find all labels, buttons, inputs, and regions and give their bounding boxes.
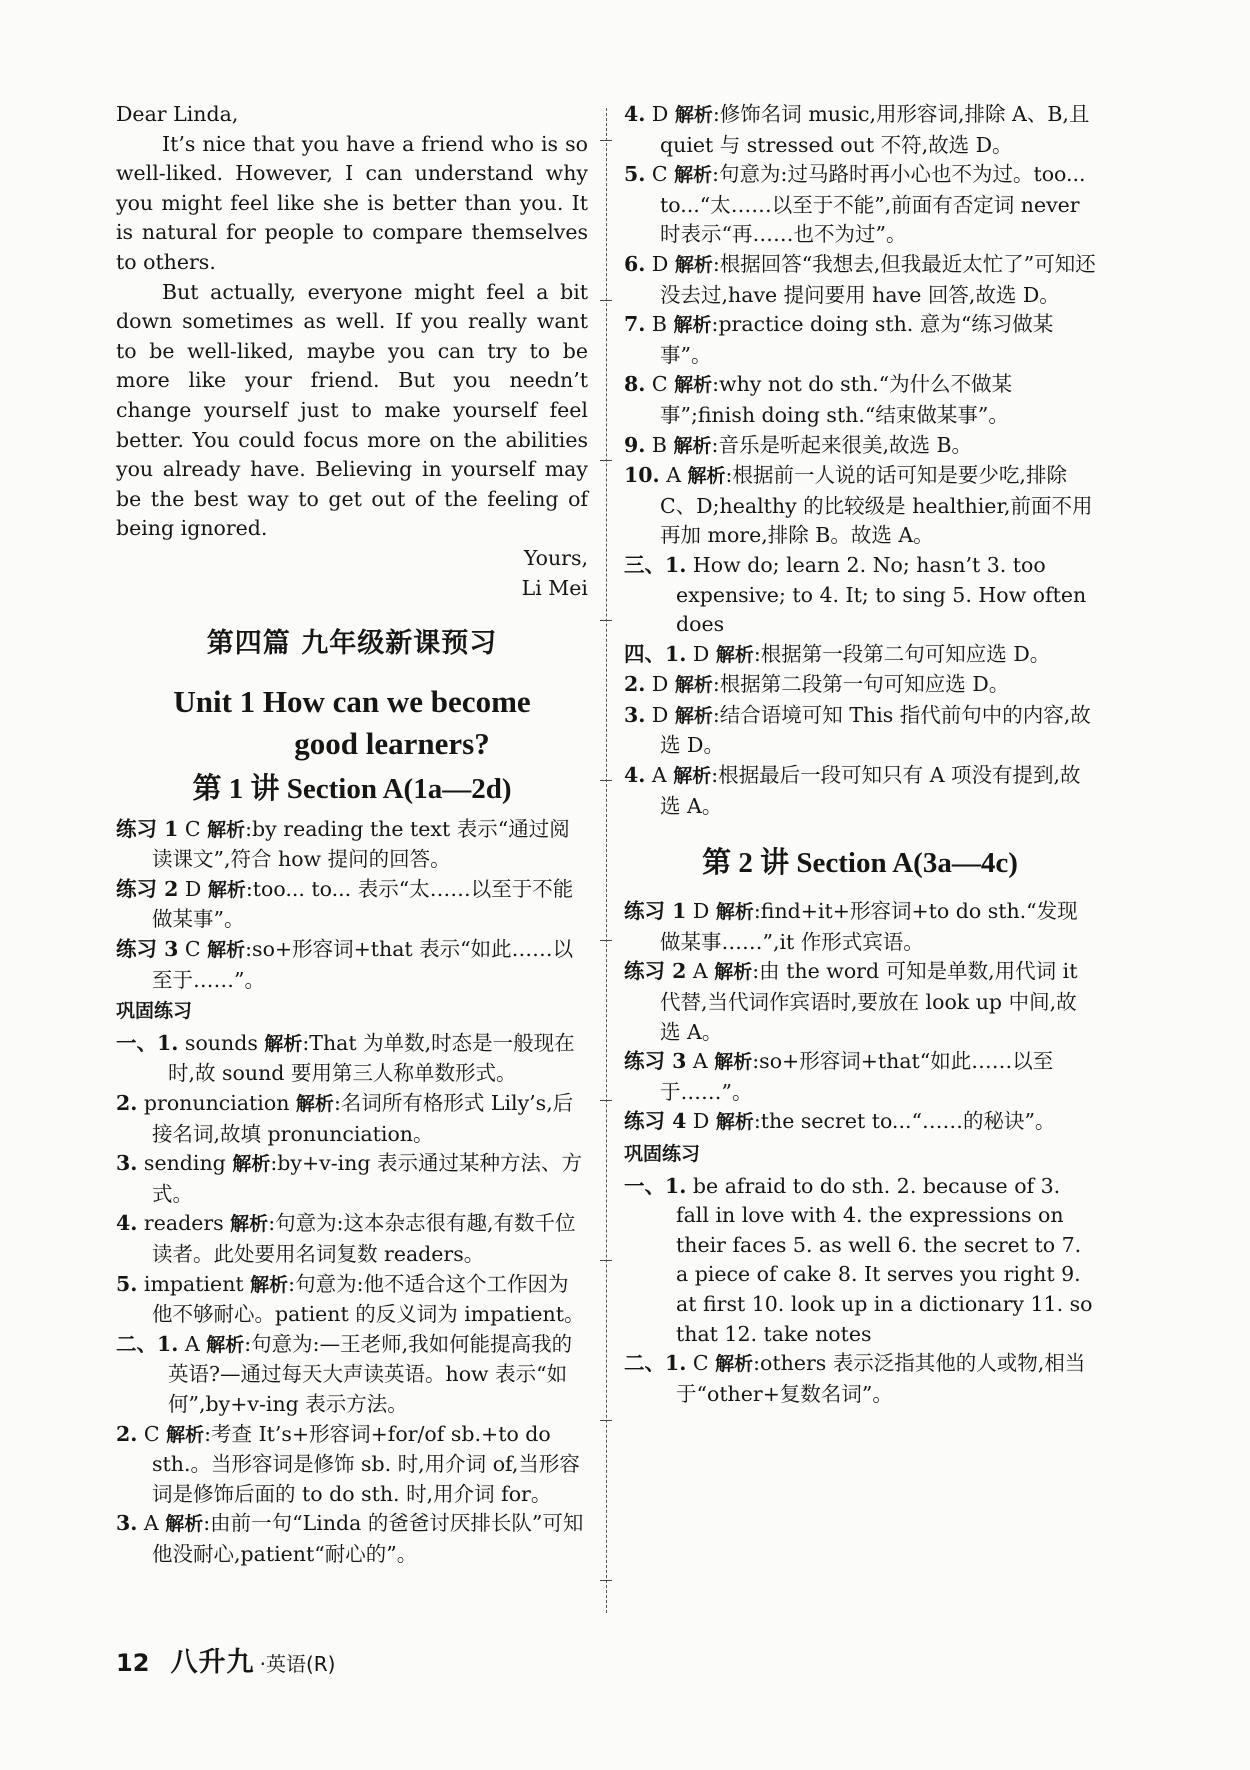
book-brand: 八升九 <box>170 1647 255 1678</box>
answer: C <box>686 1351 716 1376</box>
answer: D <box>645 102 675 126</box>
answer-item <box>624 670 1096 701</box>
divider-tick <box>600 300 612 301</box>
analysis-keyword: 解析 <box>714 961 753 984</box>
analysis-keyword: 解析 <box>674 253 713 276</box>
divider-tick <box>600 1100 612 1101</box>
divider-tick <box>600 620 612 621</box>
answer: A <box>686 1049 715 1074</box>
analysis-keyword: 解析 <box>207 939 246 962</box>
analysis-text: :find+it+形容词+to do sth.“发现做某事……”,it 作形式宾语。 <box>660 899 1078 954</box>
answer: D <box>686 899 716 924</box>
answer: D <box>645 672 675 697</box>
item-number: 三、1. <box>624 552 687 577</box>
analysis-text: :句意为:这本杂志很有趣,有数千位读者。此处要用名词复数 readers。 <box>152 1211 576 1266</box>
analysis-text: :句意为:—王老师,我如何能提高我的英语?—通过每天大声读英语。how 表示“如何”,by+v-ing 表示方法。 <box>168 1331 573 1416</box>
divider-tick <box>600 1260 612 1261</box>
analysis-keyword: 解析 <box>714 1051 753 1074</box>
analysis-text: :根据第二段第一句可知应选 D。 <box>712 672 1010 697</box>
answer: D <box>686 641 716 666</box>
letter-paragraph-1: It’s nice that you have a friend who is so well-liked. However, I can understand why you might feel like she is better than you. It is natural for people to compare themselves to others. <box>116 131 588 274</box>
exercise-label: 练习 1 <box>116 816 179 841</box>
exercise-label: 练习 4 <box>624 1109 687 1134</box>
analysis-text: :音乐是听起来很美,故选 B。 <box>711 432 973 457</box>
answer-item <box>624 431 1096 462</box>
analysis-text: :由 the word 可知是单数,用代词 it 代替,当代词作宾语时,要放在 look up 中间,故选 A。 <box>660 959 1078 1044</box>
analysis-text: :others 表示泛指其他的人或物,相当于“other+复数名词”。 <box>676 1351 1086 1406</box>
analysis-keyword: 解析 <box>715 1353 754 1376</box>
column-divider <box>606 108 607 1613</box>
divider-tick <box>600 1420 612 1421</box>
item-number: 2. <box>116 1421 138 1446</box>
analysis-text: :结合语境可知 This 指代前句中的内容,故选 D。 <box>660 702 1091 758</box>
item-number: 3. <box>116 1151 138 1176</box>
exercise-label: 练习 3 <box>624 1049 687 1074</box>
analysis-keyword: 解析 <box>673 434 712 457</box>
analysis-keyword: 解析 <box>673 314 712 337</box>
exercise-label: 练习 3 <box>116 937 179 962</box>
analysis-keyword: 解析 <box>674 674 713 697</box>
analysis-text: :句意为:过马路时再小心也不为过。too... to...“太……以至于不能”,前面有否定词 never 时表示“再……也不为过”。 <box>660 162 1086 247</box>
divider-tick <box>600 780 612 781</box>
analysis-text: :句意为:他不适合这个工作因为他不够耐心。patient 的反义词为 impatient。 <box>152 1271 585 1327</box>
analysis-text: :too... to... 表示“太……以至于不能做某事”。 <box>152 876 574 932</box>
answer-item <box>116 1509 588 1569</box>
answer-item <box>116 1420 588 1510</box>
answer-item <box>116 1270 588 1330</box>
analysis-keyword: 解析 <box>687 465 726 488</box>
answer: A <box>645 763 674 788</box>
item-number: 9. <box>624 432 646 457</box>
consolidation-heading: 巩固练习 <box>116 1000 193 1023</box>
analysis-text: :the secret to...“……的秘诀”。 <box>753 1109 1056 1134</box>
exercise-label: 练习 2 <box>624 959 687 984</box>
item-number: 2. <box>116 1091 138 1116</box>
lecture-2-title: 第 2 讲 Section A(3a—4c) <box>702 847 1018 880</box>
item-number: 6. <box>624 251 646 276</box>
item-number: 二、1. <box>116 1331 179 1356</box>
answer: C <box>645 372 675 397</box>
answer: A <box>659 463 688 488</box>
answer-item <box>116 1089 588 1149</box>
item-number: 7. <box>624 312 646 337</box>
analysis-keyword: 解析 <box>673 765 712 788</box>
answer-item <box>624 1172 1096 1350</box>
analysis-text: :根据回答“我想去,但我最近太忙了”可知还没去过,have 提问要用 have 回答,故选 D。 <box>660 251 1096 307</box>
answer-item <box>116 1029 588 1089</box>
analysis-text: :根据最后一段可知只有 A 项没有提到,故选 A。 <box>660 763 1081 818</box>
answer: C <box>178 937 208 962</box>
analysis-keyword: 解析 <box>715 901 754 924</box>
analysis-keyword: 解析 <box>250 1273 289 1296</box>
answer: sending <box>137 1151 233 1176</box>
analysis-text: :考查 It’s+形容词+for/of sb.+to do sth.。当形容词是修饰 sb. 时,用介词 of,当形容词是修饰后面的 to do sth. 时,用介词 for。 <box>152 1421 580 1506</box>
exercise-item <box>624 1107 1096 1138</box>
unit-title-line1: Unit 1 How can we become <box>173 683 531 719</box>
analysis-text: :why not do sth.“为什么不做某事”;finish doing sth.“结束做某事”。 <box>660 372 1013 427</box>
analysis-keyword: 解析 <box>165 1513 204 1536</box>
analysis-keyword: 解析 <box>715 643 754 666</box>
item-number: 3. <box>116 1511 138 1536</box>
analysis-keyword: 解析 <box>674 164 713 187</box>
analysis-text: :so+形容词+that“如此……以至于……”。 <box>660 1049 1054 1104</box>
answer-item <box>624 160 1096 250</box>
item-number: 二、1. <box>624 1351 687 1376</box>
answer-item <box>624 701 1096 761</box>
exercise-item <box>116 875 588 935</box>
answer-item <box>624 370 1096 430</box>
exercise-label: 练习 2 <box>116 876 179 901</box>
item-number: 8. <box>624 372 646 397</box>
answer-item <box>624 551 1096 640</box>
letter-salutation: Dear Linda, <box>116 102 239 126</box>
page-footer <box>116 1640 335 1679</box>
item-number: 10. <box>624 463 660 488</box>
answer-item <box>624 1349 1096 1409</box>
exercise-item <box>624 897 1096 957</box>
analysis-keyword: 解析 <box>674 704 713 727</box>
analysis-keyword: 解析 <box>264 1032 303 1055</box>
answer: A <box>137 1511 166 1536</box>
analysis-keyword: 解析 <box>230 1213 269 1236</box>
analysis-text: :根据前一人说的话可知是要少吃,排除 C、D;healthy 的比较级是 healthier,前面不用再加 more,排除 B。故选 A。 <box>660 463 1093 548</box>
item-number: 4. <box>116 1211 138 1236</box>
analysis-text: :so+形容词+that 表示“如此……以至于……”。 <box>152 937 574 992</box>
answer-item <box>624 640 1096 671</box>
answer-item <box>624 310 1096 370</box>
answer-item <box>116 1209 588 1269</box>
answer: pronunciation <box>137 1091 296 1116</box>
item-number: 四、1. <box>624 641 687 666</box>
answer-item <box>624 100 1096 160</box>
analysis-text: :That 为单数,时态是一般现在时,故 sound 要用第三人称单数形式。 <box>168 1030 575 1086</box>
answer: D <box>645 702 675 727</box>
consolidation-heading: 巩固练习 <box>624 1143 701 1165</box>
analysis-text: :修饰名词 music,用形容词,排除 A、B,且 quiet 与 stressed out 不符,故选 D。 <box>660 102 1090 157</box>
answer-item <box>116 1330 588 1420</box>
letter-paragraph-2: But actually, everyone might feel a bit down sometimes as well. If you really want to be well-liked, maybe you can try to be more like your friend. But you needn’t change yourself just to make yourself feel better. You could focus more on the abilities you already have. Believing in yourself may be the best way to get out of the feeling of being ignored. <box>116 279 588 541</box>
left-column <box>116 100 588 1570</box>
analysis-keyword: 解析 <box>674 104 713 126</box>
answer: D <box>686 1109 716 1134</box>
analysis-keyword: 解析 <box>207 818 246 841</box>
exercise-item <box>624 1047 1096 1107</box>
item-number: 3. <box>624 702 646 727</box>
divider-tick <box>600 460 612 461</box>
analysis-text: :practice doing sth. 意为“练习做某事”。 <box>660 312 1054 367</box>
exercise-item <box>116 935 588 995</box>
item-number: 一、1. <box>116 1030 179 1055</box>
analysis-text: :名词所有格形式 Lily’s,后接名词,故填 pronunciation。 <box>152 1091 574 1146</box>
item-number: 4. <box>624 763 646 788</box>
analysis-keyword: 解析 <box>715 1111 754 1134</box>
exercise-label: 练习 1 <box>624 899 687 924</box>
analysis-keyword: 解析 <box>206 1333 245 1356</box>
answer: D <box>645 251 675 276</box>
analysis-text: :by+v-ing 表示通过某种方法、方式。 <box>152 1151 583 1206</box>
analysis-text: :根据第一段第二句可知应选 D。 <box>753 641 1051 666</box>
answer: B <box>645 312 674 337</box>
page-number: 12 <box>116 1649 150 1677</box>
exercise-item <box>624 957 1096 1047</box>
exercise-item <box>116 815 588 875</box>
answer: impatient <box>137 1271 251 1296</box>
divider-tick <box>600 940 612 941</box>
item-number: 4. <box>624 102 646 126</box>
answer-item <box>116 1149 588 1209</box>
analysis-keyword: 解析 <box>295 1093 334 1116</box>
answer-text: be afraid to do sth. 2. because of 3. fall in love with 4. the expressions on their faces 5. as well 6. the secret to 7. a piece of cake 8. It serves you right 9. at first 10. look up in a dictionary 11. so that 12. take notes <box>676 1173 1093 1346</box>
analysis-text: :由前一句“Linda 的爸爸讨厌排长队”可知他没耐心,patient“耐心的”。 <box>152 1511 584 1566</box>
item-number: 5. <box>624 162 646 187</box>
answer: A <box>686 959 715 984</box>
item-number: 5. <box>116 1271 138 1296</box>
lecture-1-title: 第 1 讲 Section A(1a—2d) <box>192 772 512 805</box>
answer: sounds <box>178 1030 265 1055</box>
answer: C <box>645 162 675 187</box>
analysis-keyword: 解析 <box>166 1423 205 1446</box>
answer-text: How do; learn 2. No; hasn’t 3. too expensive; to 4. It; to sing 5. How often does <box>676 552 1087 637</box>
item-number: 2. <box>624 672 646 697</box>
divider-tick <box>600 140 612 141</box>
divider-tick <box>600 1580 612 1581</box>
part-title: 第四篇 九年级新课预习 <box>206 628 498 660</box>
answer-item <box>624 761 1096 821</box>
right-column <box>624 100 1096 1409</box>
letter-signature: Li Mei <box>521 575 588 600</box>
analysis-keyword: 解析 <box>232 1153 271 1176</box>
answer: B <box>645 432 674 457</box>
analysis-keyword: 解析 <box>674 374 713 397</box>
analysis-keyword: 解析 <box>207 878 246 901</box>
item-number: 一、1. <box>624 1173 687 1198</box>
book-subject: ·英语(R) <box>259 1652 336 1676</box>
answer-item <box>624 250 1096 310</box>
answer-item <box>624 461 1096 551</box>
answer: C <box>178 816 208 841</box>
analysis-text: :by reading the text 表示“通过阅读课文”,符合 how 提问的回答。 <box>152 816 570 872</box>
letter-closing: Yours, <box>523 545 588 570</box>
unit-title-line2: good learners? <box>294 725 490 761</box>
answer: readers <box>137 1211 231 1236</box>
answer: A <box>178 1331 207 1356</box>
answer: C <box>137 1421 167 1446</box>
answer: D <box>178 876 208 901</box>
